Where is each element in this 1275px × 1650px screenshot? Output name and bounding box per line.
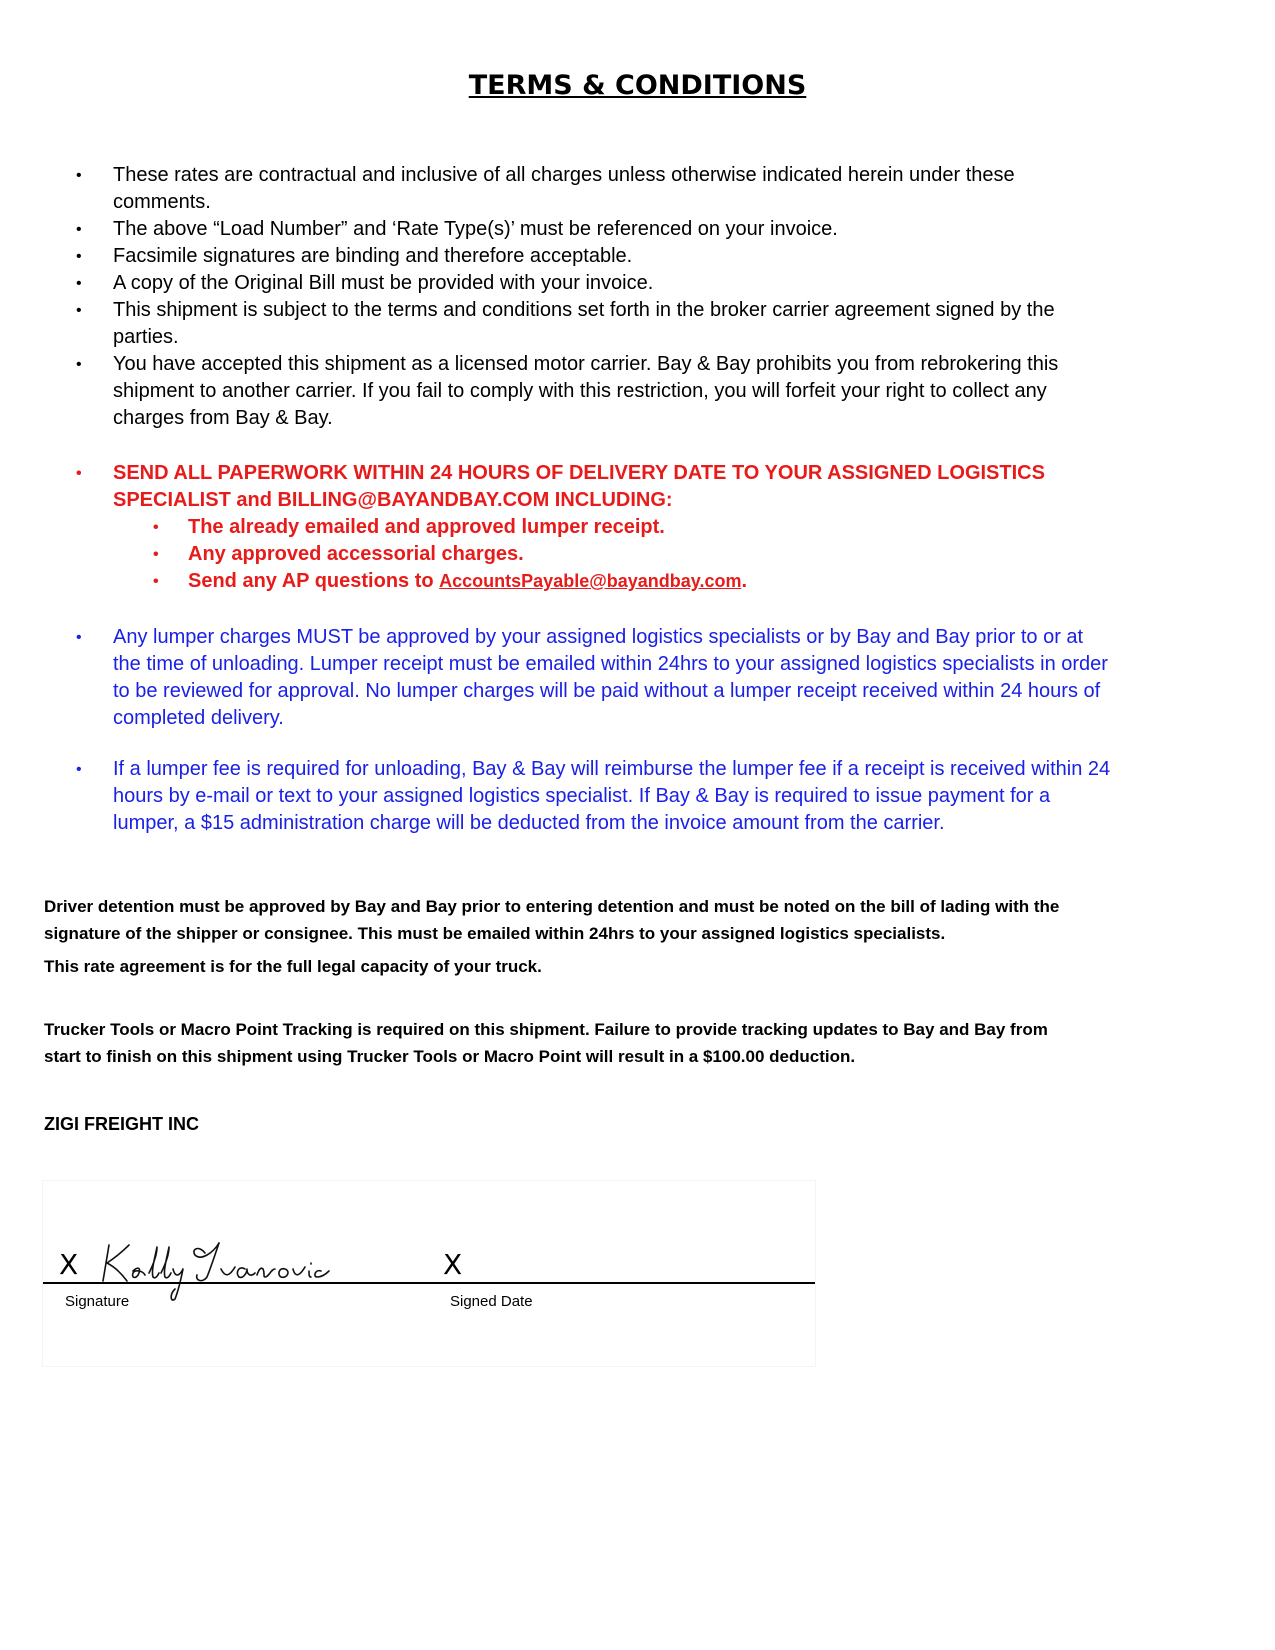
- bullet: •: [76, 761, 82, 778]
- company-name: ZIGI FREIGHT INC: [44, 1114, 199, 1134]
- bullet: •: [153, 573, 159, 590]
- list-item: • You have accepted this shipment as a licensed motor carrier. Bay & Bay prohibits you from rebrokering this shipment to another carrier. If you fail to comply with this restriction, you will forfeit your right to collect any charges from Bay & Bay.: [76, 353, 1059, 429]
- paperwork-heading: • SEND ALL PAPERWORK WITHIN 24 HOURS OF DELIVERY DATE TO YOUR ASSIGNED LOGISTICS SPECIALIST and BILLING@BAYANDBAY.COM INCLUDING: • The already emailed and approved lumper receipt. • Any approved accessorial charges. • Send any AP questions to AccountsPayable@bayandbay.com.: [0, 460, 1113, 595]
- page-title: TERMS & CONDITIONS: [468, 70, 807, 101]
- bullet: •: [153, 519, 159, 536]
- bullet: •: [76, 221, 82, 238]
- signature-line: [43, 1282, 815, 1284]
- bullet: •: [153, 546, 159, 563]
- signature-x-mark: X: [59, 1248, 79, 1281]
- bullet: •: [76, 302, 82, 319]
- bullet: •: [76, 629, 82, 646]
- list-item: • A copy of the Original Bill must be provided with your invoice.: [0, 270, 1113, 297]
- detention-paragraph: Driver detention must be approved by Bay and Bay prior to entering detention and must be noted on the bill of lading with the signature of the shipper or consignee. This must be emailed within 24hrs to your assigned logistics specialists.: [44, 897, 1060, 943]
- signed-date-label: Signed Date: [450, 1293, 533, 1310]
- paperwork-sublist: [113, 514, 1113, 595]
- list-item: • Any approved accessorial charges.: [188, 541, 1113, 568]
- list-item: • The already emailed and approved lumper receipt.: [188, 514, 1113, 541]
- lumper-fee-note: [0, 756, 1113, 837]
- list-item: • Send any AP questions to AccountsPayable@bayandbay.com.: [188, 568, 1113, 595]
- list-item: • These rates are contractual and inclusive of all charges unless otherwise indicated herein under these comments.: [76, 164, 1015, 213]
- list-item: • If a lumper fee is required for unloading, Bay & Bay will reimburse the lumper fee if a receipt is received within 24 hours by e-mail or text to your assigned logistics specialist. If Bay & Bay is required to issue payment for a lumper, a $15 administration charge will be deducted from the invoice amount from the carrier.: [76, 758, 1111, 834]
- list-item: • Facsimile signatures are binding and therefore acceptable.: [0, 243, 1113, 270]
- terms-list: [0, 162, 1113, 432]
- bullet: •: [76, 248, 82, 265]
- capacity-paragraph: This rate agreement is for the full legal capacity of your truck.: [44, 957, 542, 976]
- signature-box: [42, 1180, 816, 1367]
- list-item: • This shipment is subject to the terms and conditions set forth in the broker carrier agreement signed by the parties.: [76, 299, 1055, 348]
- handwritten-signature: [95, 1231, 335, 1301]
- bullet: •: [76, 275, 82, 292]
- tracking-paragraph: Trucker Tools or Macro Point Tracking is required on this shipment. Failure to provide tracking updates to Bay and Bay from start to finish on this shipment using Trucker Tools or Macro Point will result in a $100.00 deduction.: [44, 1020, 1048, 1066]
- bullet: •: [76, 167, 82, 184]
- list-item: • The above “Load Number” and ‘Rate Type(s)’ must be referenced on your invoice.: [0, 216, 1113, 243]
- bullet: •: [76, 356, 82, 373]
- ap-email-link[interactable]: AccountsPayable@bayandbay.com: [439, 571, 742, 591]
- list-item: • Any lumper charges MUST be approved by your assigned logistics specialists or by Bay and Bay prior to or at the time of unloading. Lumper receipt must be emailed within 24hrs to your assigned logistics specialists in order to be reviewed for approval. No lumper charges will be paid without a lumper receipt received within 24 hours of completed delivery.: [76, 626, 1108, 729]
- bullet: •: [76, 465, 82, 482]
- signature-label: Signature: [65, 1293, 130, 1310]
- date-x-mark: X: [443, 1248, 463, 1281]
- paperwork-list: [0, 460, 1113, 595]
- lumper-approval-note: [0, 624, 1113, 732]
